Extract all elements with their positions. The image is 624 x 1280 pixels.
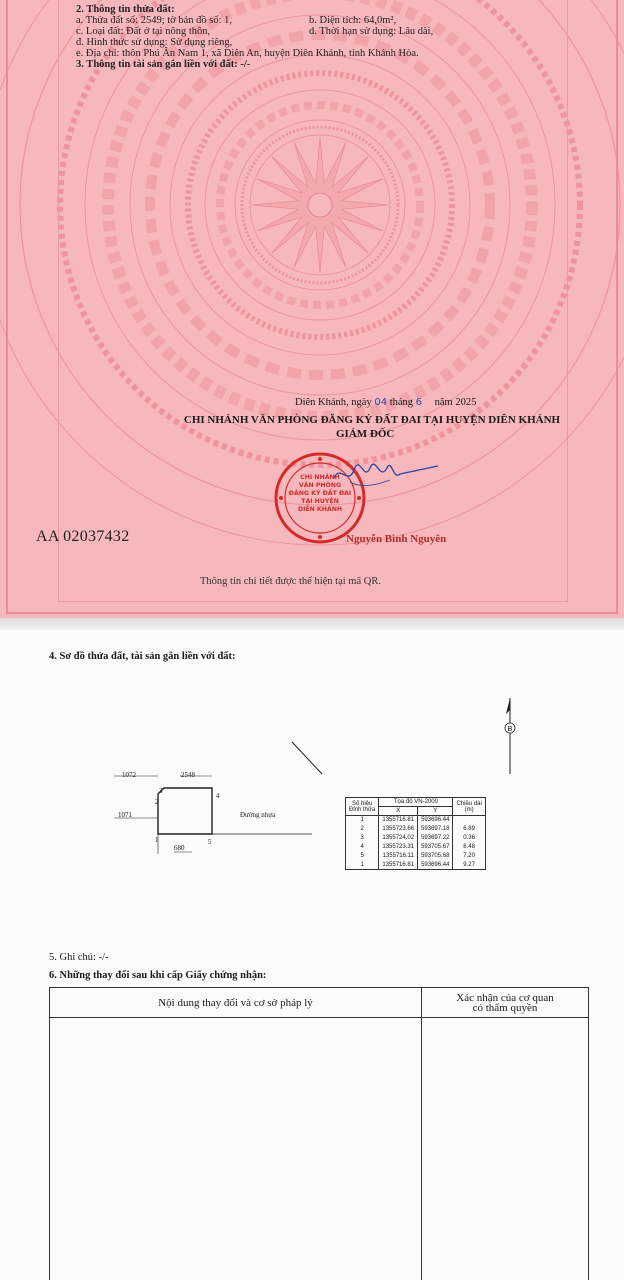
- vertex-1: 1: [155, 836, 159, 844]
- certificate-page: [0, 0, 624, 618]
- coord-cell-x: 1355724.02: [379, 834, 418, 843]
- changes-content-cell: [50, 1018, 422, 1280]
- coord-cell-len: 9.27: [453, 861, 485, 870]
- coord-cell-x: 1355716.81: [379, 861, 418, 870]
- coord-row: [346, 816, 486, 825]
- coordinate-table: [345, 797, 486, 870]
- section-5-notes: 5. Ghi chú: -/-: [49, 952, 109, 963]
- issue-date: [295, 397, 476, 408]
- land-type: c. Loại đất: Đất ở tại nông thôn,: [76, 26, 211, 37]
- parcel-address: e. Địa chỉ: thôn Phú Ân Nam 1, xã Diên An, huyện Diên Khánh, tỉnh Khánh Hòa.: [76, 48, 419, 59]
- coord-cell-id: 3: [346, 834, 379, 843]
- section-2-title: 2. Thông tin thửa đất:: [76, 4, 175, 15]
- section-4-title: 4. Sơ đồ thửa đất, tài sản gắn liền với đất:: [49, 651, 236, 662]
- coord-cell-len: [453, 816, 485, 825]
- parcel-area: b. Diện tích: 64,0m²,: [309, 15, 397, 26]
- label-680: 680: [174, 844, 185, 852]
- coord-row: [346, 843, 486, 852]
- page-divider: [0, 618, 624, 630]
- seal-line-5: DIÊN KHÁNH: [297, 506, 343, 513]
- date-month-label: tháng: [389, 397, 414, 408]
- coord-cell-y: 593696.44: [418, 861, 453, 870]
- coord-cell-x: 1355723.66: [379, 825, 418, 834]
- coord-row: [346, 852, 486, 861]
- vertex-2: 2: [155, 798, 159, 806]
- coord-cell-id: 1: [346, 861, 379, 870]
- header-coordinates: Tọa độ VN-2000: [379, 798, 453, 807]
- certificate-serial: AA 02037432: [36, 528, 130, 545]
- coord-cell-y: 593705.68: [418, 852, 453, 861]
- director-title: GIÁM ĐỐC: [336, 428, 395, 440]
- parcel-sketch: [112, 768, 322, 858]
- header-x: X: [379, 807, 418, 816]
- changes-confirmation-cell: [422, 1018, 589, 1280]
- usage-form: đ. Hình thức sử dụng: Sử dụng riêng,: [76, 37, 233, 48]
- signer-name: Nguyễn Bình Nguyên: [346, 533, 447, 545]
- section-3-title: 3. Thông tin tài sản gắn liền với đất: -/-: [76, 59, 251, 70]
- coord-row: [346, 825, 486, 834]
- north-arrow-icon: [498, 696, 522, 776]
- header-vertex-line1: Số hiệu: [352, 800, 373, 807]
- coord-cell-len: 6.89: [453, 825, 485, 834]
- north-label: B: [507, 726, 513, 733]
- changes-col-confirmation: [422, 988, 589, 1018]
- seal-line-2: VĂN PHÒNG: [298, 482, 342, 489]
- seal-line-1: CHI NHÁNH: [300, 474, 340, 481]
- date-month: 6: [415, 397, 423, 408]
- coord-cell-len: 8.48: [453, 843, 485, 852]
- coord-cell-y: 593697.18: [418, 825, 453, 834]
- label-1072: 1072: [122, 771, 136, 779]
- coord-cell-x: 1355716.11: [379, 852, 418, 861]
- coord-row: [346, 861, 486, 870]
- coord-cell-id: 5: [346, 852, 379, 861]
- vertex-5: 5: [208, 838, 212, 846]
- coord-cell-y: 593705.67: [418, 843, 453, 852]
- header-length: [453, 798, 485, 816]
- qr-note: Thông tin chi tiết được thể hiện tại mã QR.: [200, 576, 381, 587]
- header-length-line1: Chiều dài: [456, 800, 482, 807]
- coord-cell-x: 1355723.31: [379, 843, 418, 852]
- header-y: Y: [418, 807, 453, 816]
- changes-table: [49, 987, 589, 1280]
- seal-line-3: ĐĂNG KÝ ĐẤT ĐAI: [288, 490, 352, 497]
- coord-cell-y: 593697.22: [418, 834, 453, 843]
- header-vertex-line2: Đỉnh thửa: [349, 806, 376, 813]
- date-prefix: Diên Khánh, ngày: [295, 397, 372, 408]
- vertex-4: 4: [216, 792, 220, 800]
- coord-cell-id: 2: [346, 825, 379, 834]
- coord-cell-id: 1: [346, 816, 379, 825]
- issuing-agency: CHI NHÁNH VĂN PHÒNG ĐĂNG KÝ ĐẤT ĐAI TẠI HUYỆN DIÊN KHÁNH: [183, 414, 561, 426]
- label-1071: 1071: [118, 811, 132, 819]
- usage-term: d. Thời hạn sử dụng: Lâu dài,: [309, 26, 434, 37]
- vertex-3: 3: [159, 787, 163, 795]
- director-signature: [330, 456, 440, 496]
- confirmation-line1: Xác nhận của cơ quan: [456, 991, 554, 1004]
- coord-cell-len: 7.20: [453, 852, 485, 861]
- seal-line-4: TẠI HUYỆN: [301, 498, 339, 505]
- coord-cell-x: 1355716.81: [379, 816, 418, 825]
- date-year: năm 2025: [434, 397, 477, 408]
- coord-cell-y: 593696.44: [418, 816, 453, 825]
- changes-col-content: Nội dung thay đổi và cơ sở pháp lý: [50, 988, 422, 1018]
- coord-cell-len: 0.36: [453, 834, 485, 843]
- header-length-line2: (m): [464, 806, 474, 813]
- coord-row: [346, 834, 486, 843]
- confirmation-line2: có thẩm quyền: [472, 1001, 538, 1014]
- label-2548: 2548: [181, 771, 195, 779]
- parcel-number: a. Thửa đất số: 2549; tờ bản đồ số: 1,: [76, 15, 232, 26]
- header-vertex: [346, 798, 379, 816]
- parcel-diagram-page: [0, 630, 624, 1280]
- section-6-title: 6. Những thay đổi sau khi cấp Giấy chứng nhận:: [49, 970, 267, 981]
- road-label: Đường nhựa: [240, 811, 276, 819]
- coord-cell-id: 4: [346, 843, 379, 852]
- date-day: 04: [374, 397, 388, 408]
